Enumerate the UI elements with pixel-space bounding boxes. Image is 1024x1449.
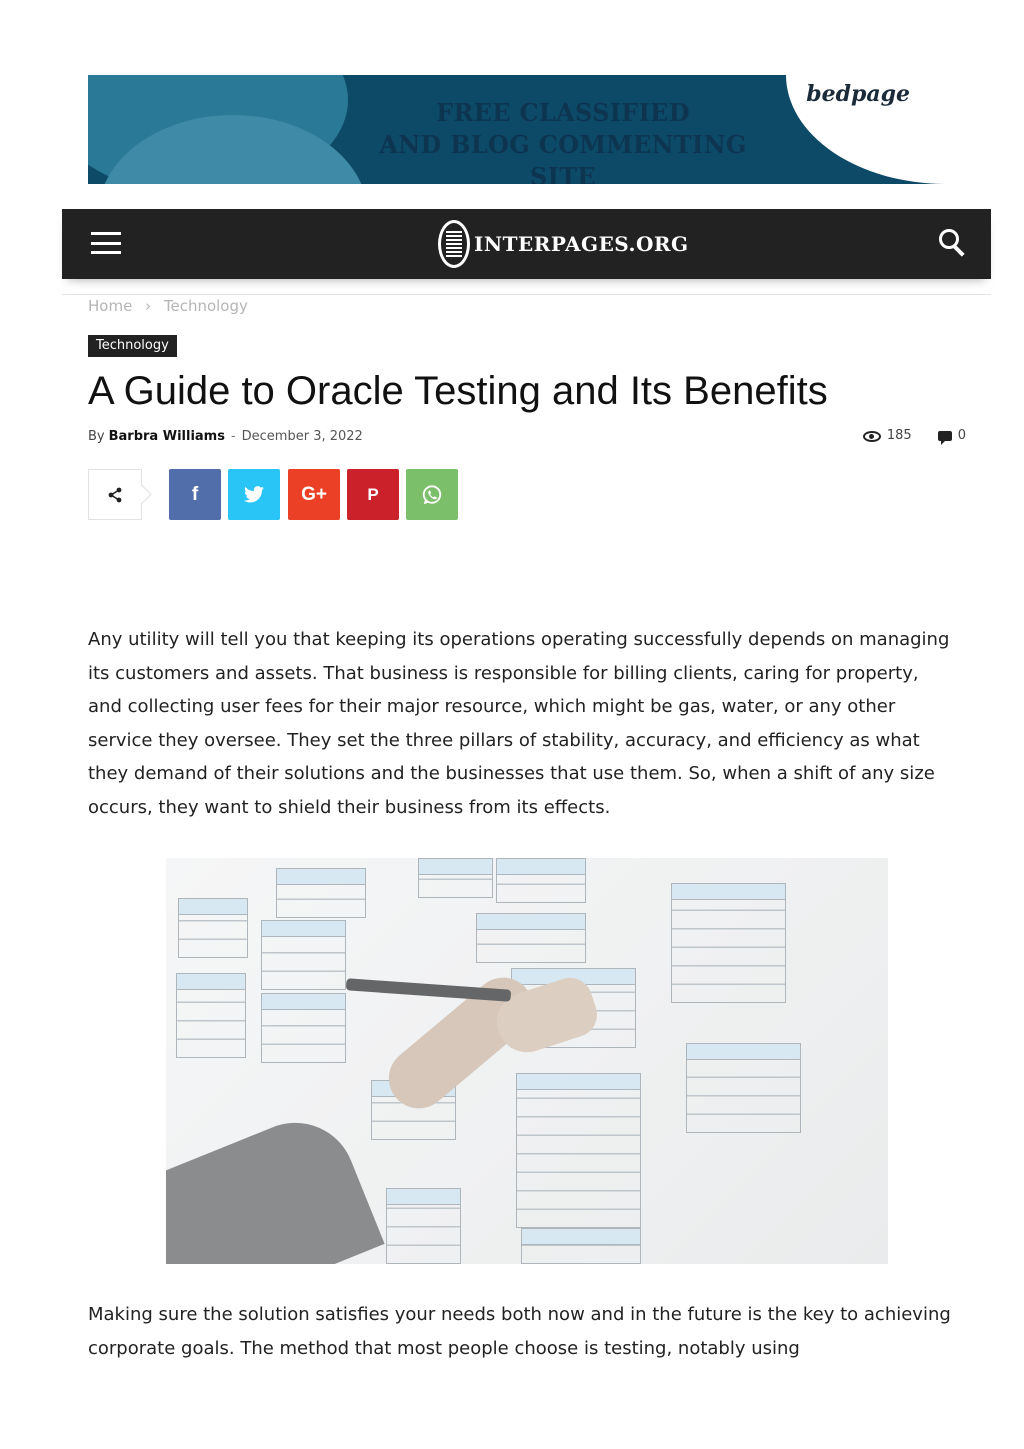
by-label: By: [88, 429, 105, 444]
pinterest-share-button[interactable]: [347, 469, 399, 520]
divider: [62, 294, 991, 295]
article-paragraph-1: Any utility will tell you that keeping its operations operating successfully depends on managing its customers and assets. That business is responsible for billing clients, caring for property, and collecting user fees for their major resource, which might be gas, water, or any other service they oversee. They set the three pillars of stability, accuracy, and efficiency as what they demand of their solutions and the businesses that use them. So, when a shift of any size occurs, they want to shield their business from its effects.: [88, 629, 950, 818]
publish-date: December 3, 2022: [241, 429, 363, 444]
share-icon[interactable]: [88, 469, 142, 520]
breadcrumb-home[interactable]: Home: [88, 297, 133, 315]
whatsapp-icon: [421, 484, 443, 506]
banner-brand-logo: bedpage: [806, 81, 910, 107]
logo-emblem-icon: [438, 220, 470, 268]
article-stats: [863, 427, 966, 445]
googleplus-share-button[interactable]: [288, 469, 340, 520]
site-name: INTERPAGES.ORG: [474, 232, 689, 256]
article-paragraph-2: Making sure the solution satisfies your needs both now and in the future is the key to achieving corporate goals. The method that most people choose is testing, notably using: [88, 1304, 951, 1359]
author-link[interactable]: Barbra Williams: [108, 429, 225, 444]
pinterest-icon: P: [367, 484, 379, 504]
meta-separator: -: [230, 429, 236, 444]
eye-icon: [863, 431, 881, 442]
breadcrumb-separator: ›: [145, 297, 152, 315]
twitter-share-button[interactable]: [228, 469, 280, 520]
banner-line-1: FREE CLASSIFIED: [436, 98, 690, 127]
site-header: [62, 209, 991, 279]
facebook-icon: f: [191, 483, 199, 505]
search-icon[interactable]: [939, 229, 967, 257]
banner-line-2: AND BLOG COMMENTING SITE: [379, 130, 747, 184]
article-image: [166, 858, 888, 1264]
comment-icon[interactable]: [938, 431, 952, 441]
view-count: 185: [886, 428, 912, 443]
facebook-share-button[interactable]: [169, 469, 221, 520]
twitter-icon: [244, 486, 264, 503]
banner-ad[interactable]: [88, 75, 966, 184]
breadcrumb: [88, 296, 256, 316]
article-title: A Guide to Oracle Testing and Its Benefits: [88, 369, 828, 413]
category-badge[interactable]: Technology: [88, 335, 177, 357]
menu-icon[interactable]: [91, 232, 121, 254]
breadcrumb-current[interactable]: Technology: [163, 297, 248, 315]
googleplus-icon: G+: [301, 483, 327, 505]
article-meta: [88, 428, 363, 446]
whatsapp-share-button[interactable]: [406, 469, 458, 520]
site-logo[interactable]: [438, 220, 689, 268]
comment-count[interactable]: 0: [957, 428, 966, 443]
banner-text: [348, 97, 778, 184]
